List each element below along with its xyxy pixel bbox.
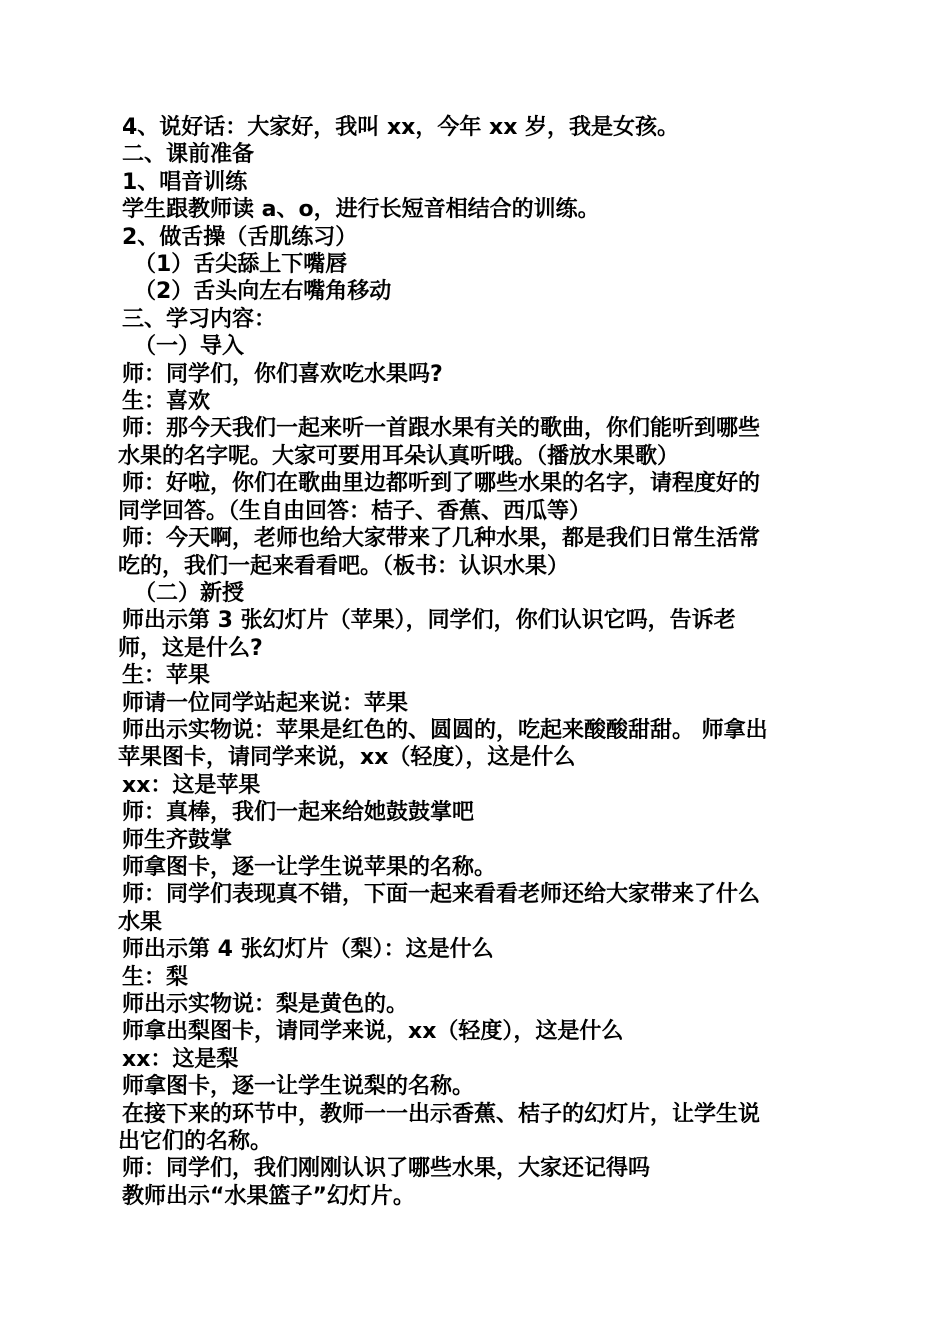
dialogue-line: 师拿出梨图卡，请同学来说，xx（轻度），这是什么 [122,1019,624,1045]
dialogue-line: 出它们的名称。 [118,1129,273,1155]
dialogue-line: 生：喜欢 [122,389,211,415]
dialogue-line: 同学回答。（生自由回答：桔子、香蕉、西瓜等） [118,498,592,524]
dialogue-line: xx：这是苹果 [122,772,261,798]
dialogue-line: 教师出示“水果篮子”幻灯片。 [122,1183,415,1209]
dialogue-line: 师：好啦，你们在歌曲里边都听到了哪些水果的名字，请程度好的 [122,471,761,497]
subsection-heading: 2、做舌操（舌肌练习） [122,224,358,250]
dialogue-line: 生：苹果 [122,663,211,689]
document-page [118,114,828,1210]
dialogue-line: xx：这是梨 [122,1046,239,1072]
dialogue-line: 生：梨 [122,964,189,990]
dialogue-line: 师：今天啊，老师也给大家带来了几种水果，都是我们日常生活常 [122,526,761,552]
subsection-heading: （二）新授 [134,580,245,606]
dialogue-line: 水果 [118,909,163,935]
dialogue-line: 师：那今天我们一起来听一首跟水果有关的歌曲，你们能听到哪些 [122,416,761,442]
dialogue-line: 师出示实物说：梨是黄色的。 [122,992,409,1017]
paragraph-line: 4、说好话：大家好，我叫 xx，今年 xx 岁，我是女孩。 [122,115,680,140]
subsection-heading: （一）导入 [134,334,245,360]
dialogue-line: 在接下来的环节中，教师一一出示香蕉、桔子的幻灯片，让学生说 [122,1101,761,1127]
dialogue-line: 水果的名字呢。大家可要用耳朵认真听哦。（播放水果歌） [118,443,680,469]
dialogue-line: 师请一位同学站起来说：苹果 [122,690,409,716]
dialogue-line: 师：同学们，我们刚刚认识了哪些水果，大家还记得吗 [122,1156,651,1182]
dialogue-line: 苹果图卡，请同学来说，xx（轻度），这是什么 [118,745,576,771]
section-heading: 三、学习内容： [122,306,277,332]
list-item: （2）舌头向左右嘴角移动 [134,279,392,305]
dialogue-line: 吃的，我们一起来看看吧。（板书：认识水果） [118,553,570,579]
dialogue-line: 师：同学们表现真不错，下面一起来看看老师还给大家带来了什么 [122,882,761,908]
paragraph-line: 学生跟教师读 a、o，进行长短音相结合的训练。 [122,197,600,223]
dialogue-line: 师拿图卡，逐一让学生说苹果的名称。 [122,854,497,880]
dialogue-line: 师，这是什么? [118,635,263,661]
list-item: （1）舌尖舔上下嘴唇 [134,252,348,278]
dialogue-line: 师：同学们，你们喜欢吃水果吗? [122,361,443,387]
dialogue-line: 师生齐鼓掌 [122,827,233,853]
dialogue-line: 师拿图卡，逐一让学生说梨的名称。 [122,1074,475,1100]
section-heading: 二、课前准备 [122,142,255,168]
dialogue-line: 师出示第 4 张幻灯片（梨）：这是什么 [122,937,494,963]
dialogue-line: 师出示实物说：苹果是红色的、圆圆的，吃起来酸酸甜甜。 师拿出 [122,717,768,743]
dialogue-line: 师出示第 3 张幻灯片（苹果），同学们，你们认识它吗，告诉老 [122,608,736,634]
dialogue-line: 师：真棒，我们一起来给她鼓鼓掌吧 [122,800,475,826]
subsection-heading: 1、唱音训练 [122,169,248,195]
